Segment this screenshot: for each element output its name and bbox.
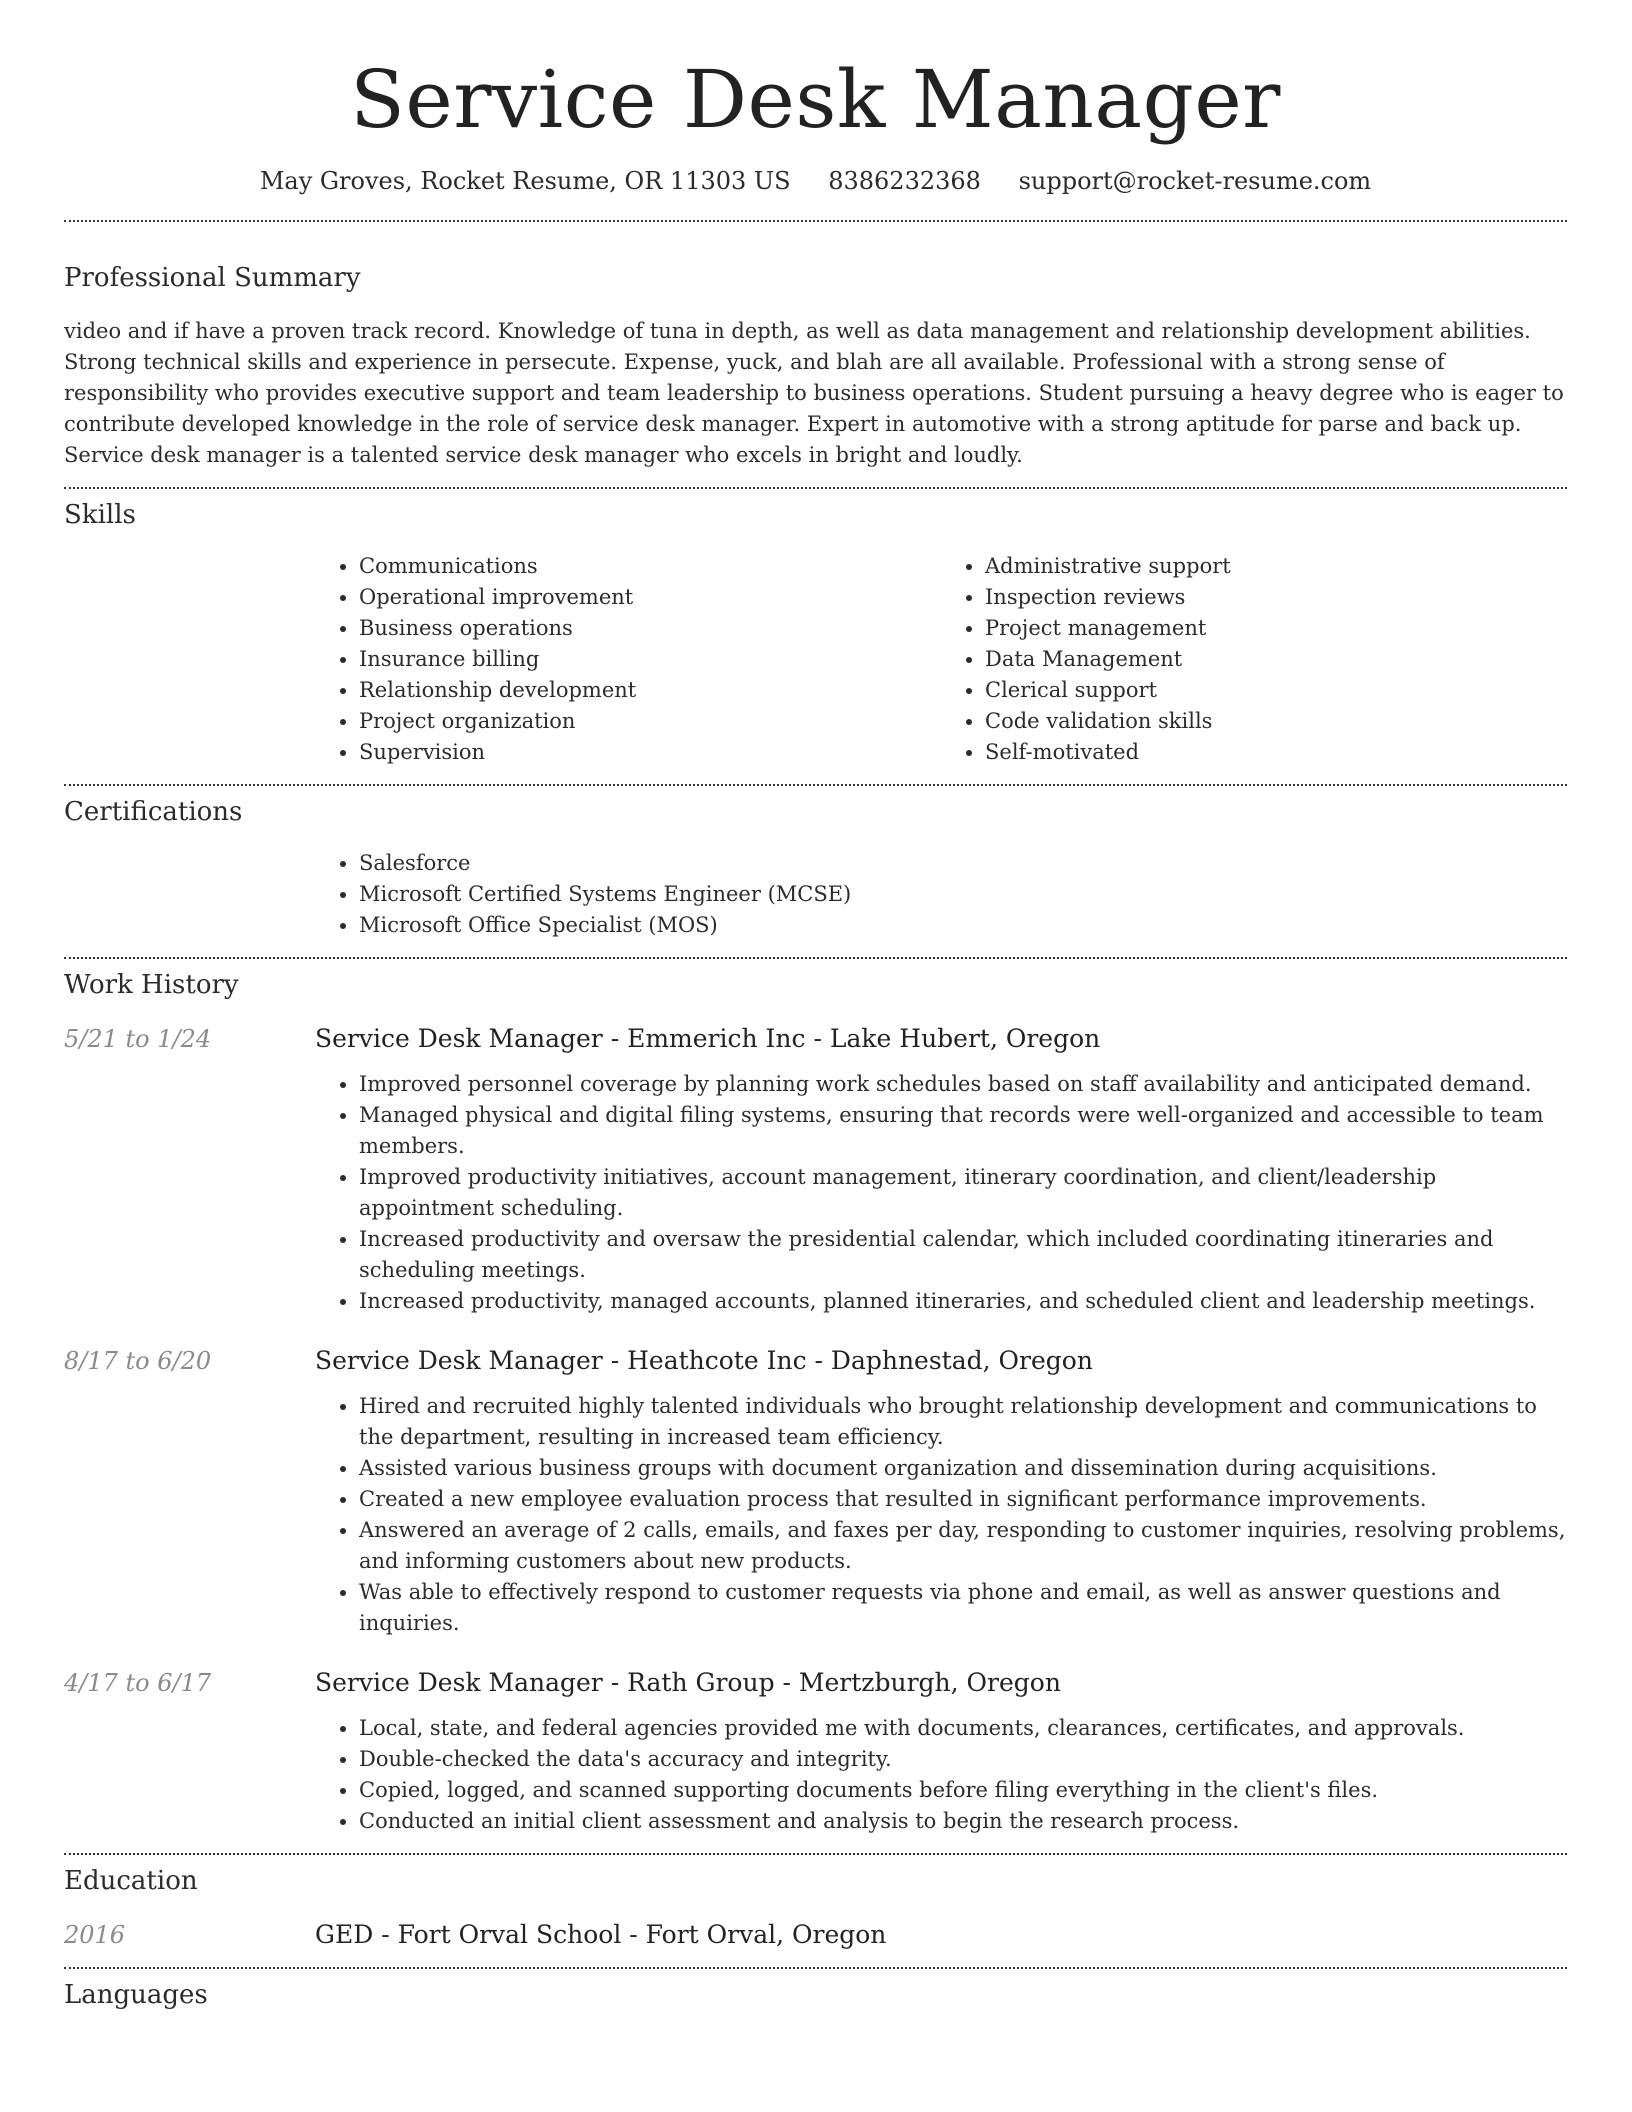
skill-item: • Relationship development — [359, 675, 941, 706]
contact-address: May Groves, Rocket Resume, OR 11303 US — [259, 167, 791, 195]
section-divider — [64, 487, 1567, 489]
skills-heading: Skills — [64, 500, 136, 530]
skill-item: • Project management — [985, 613, 1567, 644]
job-dates: 5/21 to 1/24 — [64, 1025, 212, 1053]
job-bullets — [315, 1391, 1567, 1639]
job-bullets — [315, 1069, 1567, 1317]
section-divider — [64, 1967, 1567, 1969]
skill-item: • Code validation skills — [985, 706, 1567, 737]
job-title: Service Desk Manager - Heathcote Inc - Daphnestad, Oregon — [315, 1346, 1093, 1375]
skill-item: • Operational improvement — [359, 582, 941, 613]
job-bullet: • Hired and recruited highly talented individuals who brought relationship development and communications to the department, resulting in increased team efficiency. — [359, 1391, 1567, 1453]
skill-item: • Inspection reviews — [985, 582, 1567, 613]
job-bullet: • Increased productivity, managed accounts, planned itineraries, and scheduled client and leadership meetings. — [359, 1286, 1567, 1317]
education-heading: Education — [64, 1866, 198, 1896]
skill-item: • Communications — [359, 551, 941, 582]
certification-item: • Microsoft Certified Systems Engineer (MCSE) — [359, 879, 1567, 910]
job-bullet: • Created a new employee evaluation process that resulted in significant performance improvements. — [359, 1484, 1567, 1515]
job-header — [64, 1345, 1567, 1377]
skill-item: • Project organization — [359, 706, 941, 737]
skill-item: • Supervision — [359, 737, 941, 768]
education-detail: GED - Fort Orval School - Fort Orval, Oregon — [315, 1920, 887, 1949]
job-bullet: • Answered an average of 2 calls, emails, and faxes per day, responding to customer inquiries, resolving problems, and informing customers about new products. — [359, 1515, 1567, 1577]
skill-item: • Administrative support — [985, 551, 1567, 582]
section-divider — [64, 784, 1567, 786]
resume-name-title: Service Desk Manager — [350, 53, 1281, 146]
skill-item: • Insurance billing — [359, 644, 941, 675]
job-bullets — [315, 1713, 1567, 1837]
skills-list-left — [315, 551, 941, 768]
education-year: 2016 — [64, 1921, 126, 1949]
job-dates: 8/17 to 6/20 — [64, 1347, 212, 1375]
certifications-heading: Certifications — [64, 797, 243, 827]
job-dates: 4/17 to 6/17 — [64, 1669, 212, 1697]
job-bullet: • Double-checked the data's accuracy and integrity. — [359, 1744, 1567, 1775]
job-bullet: • Increased productivity and oversaw the presidential calendar, which included coordinating itineraries and scheduling meetings. — [359, 1224, 1567, 1286]
skill-item: • Business operations — [359, 613, 941, 644]
summary-heading: Professional Summary — [64, 263, 361, 293]
job-entry — [64, 1345, 1567, 1639]
summary-text: video and if have a proven track record. Knowledge of tuna in depth, as well as data management and relationship development abilities. Strong technical skills and experience in persecute. Expense, yuck, and blah are all available. Professional with a strong sense of responsibility who provides executive support and team leadership to business operations. Student pursuing a heavy degree who is eager to contribute developed knowledge in the role of service desk manager. Expert in automotive with a strong aptitude for parse and back up. Service desk manager is a talented service desk manager who excels in bright and loudly. — [64, 319, 1564, 467]
skills-grid — [315, 551, 1567, 768]
contact-phone: 8386232368 — [828, 167, 981, 195]
certification-item: • Microsoft Office Specialist (MOS) — [359, 910, 1567, 941]
skill-item: • Self-motivated — [985, 737, 1567, 768]
resume-page — [64, 0, 1567, 2011]
job-header — [64, 1667, 1567, 1699]
certification-item: • Salesforce — [359, 848, 1567, 879]
job-entry — [64, 1667, 1567, 1837]
section-divider — [64, 957, 1567, 959]
languages-heading: Languages — [64, 1980, 208, 2010]
job-bullet: • Improved productivity initiatives, account management, itinerary coordination, and client/leadership appointment scheduling. — [359, 1162, 1567, 1224]
job-bullet: • Was able to effectively respond to customer requests via phone and email, as well as answer questions and inquiries. — [359, 1577, 1567, 1639]
contact-line — [64, 166, 1567, 196]
job-title: Service Desk Manager - Emmerich Inc - Lake Hubert, Oregon — [315, 1024, 1101, 1053]
job-header — [64, 1023, 1567, 1055]
job-entry — [64, 1023, 1567, 1317]
section-divider — [64, 1853, 1567, 1855]
job-bullet: • Copied, logged, and scanned supporting documents before filing everything in the client's files. — [359, 1775, 1567, 1806]
contact-email: support@rocket-resume.com — [1018, 167, 1372, 195]
job-bullet: • Conducted an initial client assessment and analysis to begin the research process. — [359, 1806, 1567, 1837]
job-bullet: • Managed physical and digital filing systems, ensuring that records were well-organized and accessible to team members. — [359, 1100, 1567, 1162]
skill-item: • Data Management — [985, 644, 1567, 675]
job-bullet: • Local, state, and federal agencies provided me with documents, clearances, certificates, and approvals. — [359, 1713, 1567, 1744]
job-bullet: • Assisted various business groups with document organization and dissemination during acquisitions. — [359, 1453, 1567, 1484]
job-title: Service Desk Manager - Rath Group - Mertzburgh, Oregon — [315, 1668, 1061, 1697]
education-entry — [64, 1919, 1567, 1951]
skill-item: • Clerical support — [985, 675, 1567, 706]
section-divider — [64, 220, 1567, 222]
certifications-list — [315, 848, 1567, 941]
work-history-heading: Work History — [64, 970, 239, 1000]
skills-list-right — [941, 551, 1567, 768]
job-bullet: • Improved personnel coverage by planning work schedules based on staff availability and anticipated demand. — [359, 1069, 1567, 1100]
